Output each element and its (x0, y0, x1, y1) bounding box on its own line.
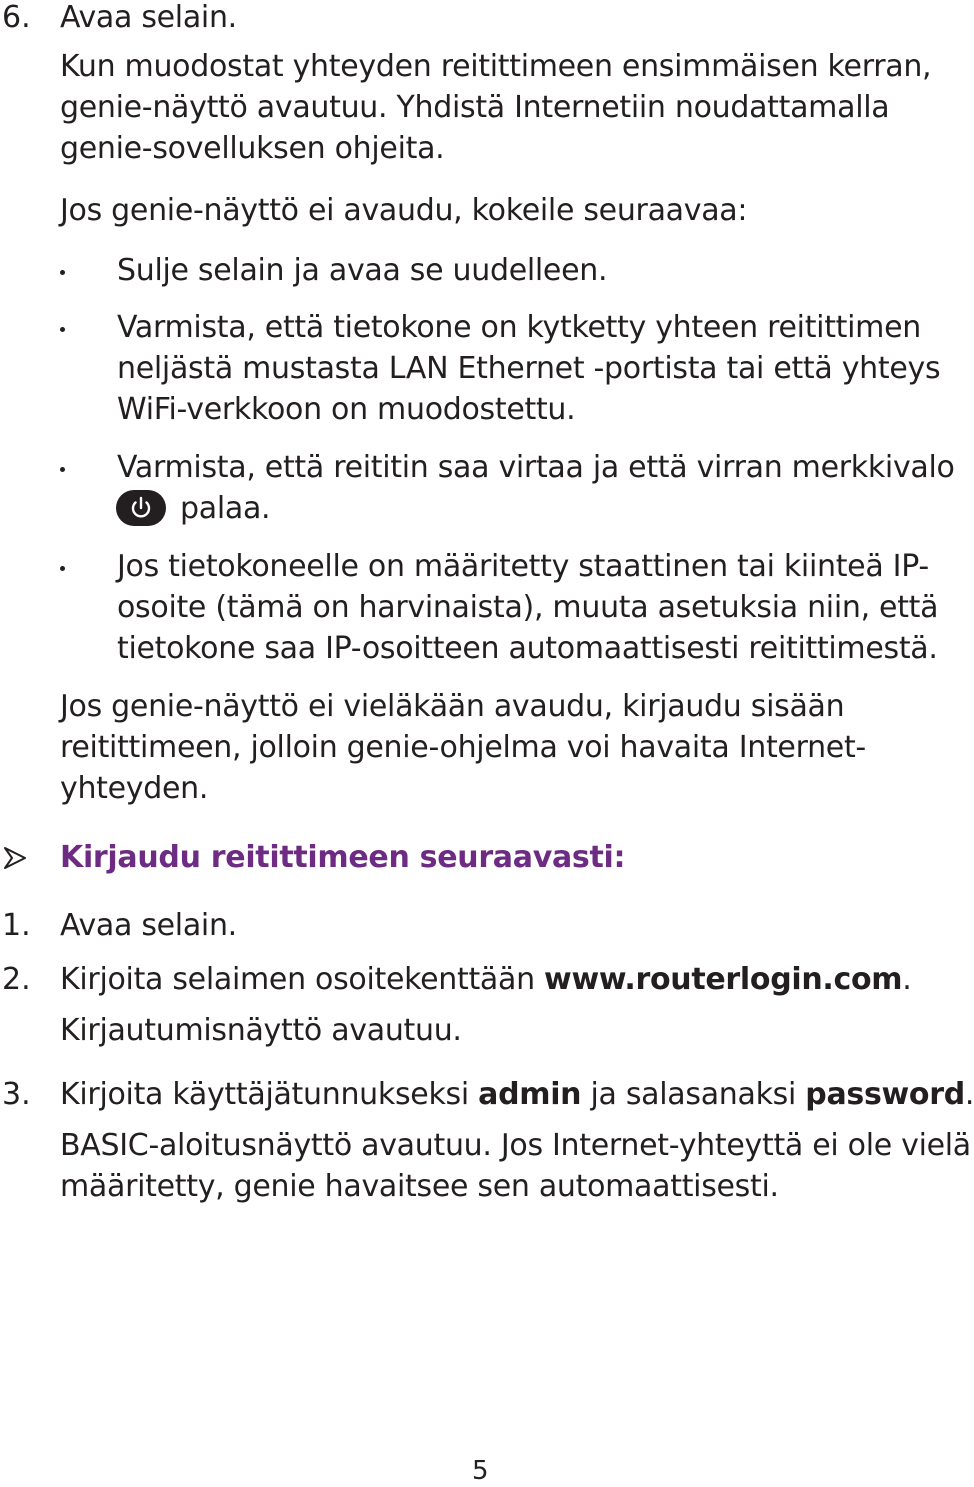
login-step-2-number: 2. (2, 962, 31, 997)
page-number: 5 (472, 1456, 489, 1486)
login-step-3-number: 3. (2, 1077, 31, 1112)
still-not-line-3: yhteyden. (60, 771, 209, 806)
bullet-2-line-2: neljästä mustasta LAN Ethernet -portista tai että yhteys (117, 351, 941, 386)
login-heading: Kirjaudu reitittimeen seuraavasti: (60, 840, 626, 875)
bullet-4-line-3: tietokone saa IP-osoitteen automaattisesti reitittimestä. (117, 631, 938, 666)
power-icon (116, 490, 166, 526)
login-step-3-text (60, 1077, 974, 1113)
intro-line-2: genie-näyttö avautuu. Yhdistä Internetiin noudattamalla (60, 90, 890, 125)
step-6-number: 6. (2, 0, 31, 35)
login-step-2-text (60, 962, 912, 998)
router-login-url: www.routerlogin.com (544, 962, 903, 997)
login-step-3-text-middle: ja salasanaksi (581, 1077, 806, 1112)
default-password: password (805, 1077, 965, 1112)
login-step-3-text-after: . (964, 1077, 974, 1112)
bullet-1-line-1: Sulje selain ja avaa se uudelleen. (117, 253, 608, 288)
if-not-open-text: Jos genie-näyttö ei avaudu, kokeile seuraavaa: (60, 193, 748, 228)
intro-line-3: genie-sovelluksen ohjeita. (60, 131, 445, 166)
still-not-line-1: Jos genie-näyttö ei vieläkään avaudu, kirjaudu sisään (60, 689, 845, 724)
bullet-1-dot (60, 270, 65, 275)
step-6-title: Avaa selain. (60, 0, 237, 35)
bullet-2-line-1: Varmista, että tietokone on kytketty yhteen reitittimen (117, 310, 921, 345)
login-step-2-note: Kirjautumisnäyttö avautuu. (60, 1013, 462, 1048)
bullet-2-line-3: WiFi-verkkoon on muodostettu. (117, 392, 576, 427)
bullet-3-dot (60, 467, 65, 472)
login-step-2-text-after: . (902, 962, 912, 997)
still-not-line-2: reitittimeen, jolloin genie-ohjelma voi havaita Internet- (60, 730, 866, 765)
bullet-2-dot (60, 327, 65, 332)
login-step-2-text-before: Kirjoita selaimen osoitekenttään (60, 962, 545, 997)
default-username: admin (478, 1077, 582, 1112)
intro-line-1: Kun muodostat yhteyden reitittimeen ensimmäisen kerran, (60, 49, 932, 84)
arrow-icon (2, 845, 28, 871)
login-step-1-text: Avaa selain. (60, 908, 237, 943)
login-step-3-note-line-2: määritetty, genie havaitsee sen automaattisesti. (60, 1169, 779, 1204)
login-step-1-number: 1. (2, 908, 31, 943)
bullet-3-line-2: palaa. (180, 491, 271, 526)
bullet-4-line-1: Jos tietokoneelle on määritetty staattinen tai kiinteä IP- (117, 549, 929, 584)
bullet-4-line-2: osoite (tämä on harvinaista), muuta asetuksia niin, että (117, 590, 939, 625)
login-step-3-text-before: Kirjoita käyttäjätunnukseksi (60, 1077, 479, 1112)
bullet-3-line-1: Varmista, että reititin saa virtaa ja että virran merkkivalo (117, 450, 955, 485)
bullet-4-dot (60, 566, 65, 571)
login-step-3-note-line-1: BASIC-aloitusnäyttö avautuu. Jos Internet-yhteyttä ei ole vielä (60, 1128, 971, 1163)
